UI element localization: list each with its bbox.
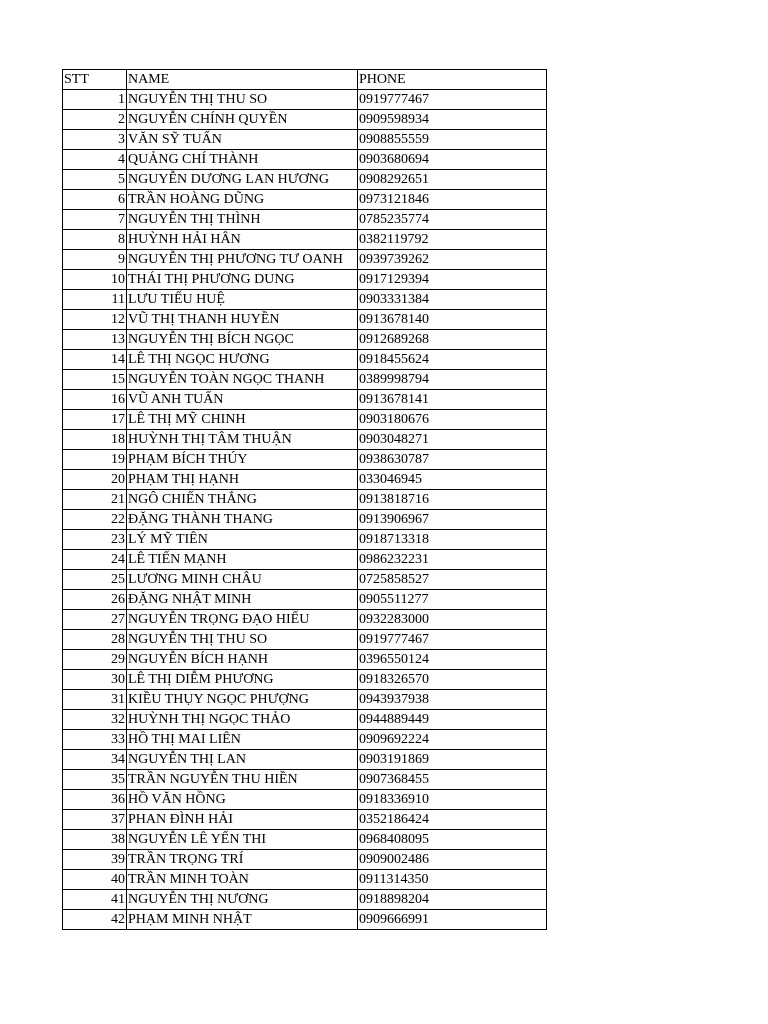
row-stt-cell: 5 bbox=[63, 170, 127, 190]
row-name-cell: VŨ ANH TUẤN bbox=[127, 390, 358, 410]
row-name-cell: NGUYỄN THỊ NƯƠNG bbox=[127, 890, 358, 910]
table-row bbox=[63, 850, 547, 870]
table-row bbox=[63, 910, 547, 930]
row-name-cell: PHẠM BÍCH THÚY bbox=[127, 450, 358, 470]
row-stt-cell: 21 bbox=[63, 490, 127, 510]
row-phone-cell: 0396550124 bbox=[358, 650, 547, 670]
row-name-cell: NGUYỄN LÊ YẾN THI bbox=[127, 830, 358, 850]
row-name-cell: NGUYỄN TOÀN NGỌC THANH bbox=[127, 370, 358, 390]
row-name-cell: LƯU TIẾU HUỆ bbox=[127, 290, 358, 310]
row-name-cell: LÊ THỊ DIỄM PHƯƠNG bbox=[127, 670, 358, 690]
table-row bbox=[63, 830, 547, 850]
table-header-row bbox=[63, 70, 547, 90]
table-row bbox=[63, 650, 547, 670]
row-phone-cell: 0918326570 bbox=[358, 670, 547, 690]
table-row bbox=[63, 870, 547, 890]
table-row bbox=[63, 550, 547, 570]
table-row bbox=[63, 190, 547, 210]
row-phone-cell: 0943937938 bbox=[358, 690, 547, 710]
row-name-cell: NGUYỄN THỊ THU SO bbox=[127, 90, 358, 110]
row-name-cell: NGÔ CHIẾN THẮNG bbox=[127, 490, 358, 510]
table-row bbox=[63, 610, 547, 630]
table-row bbox=[63, 150, 547, 170]
contact-table-body bbox=[63, 70, 547, 930]
row-phone-cell: 0903680694 bbox=[358, 150, 547, 170]
table-row bbox=[63, 430, 547, 450]
row-name-cell: PHẠM MINH NHẬT bbox=[127, 910, 358, 930]
table-row bbox=[63, 390, 547, 410]
row-phone-cell: 0903048271 bbox=[358, 430, 547, 450]
table-row bbox=[63, 770, 547, 790]
row-phone-cell: 0986232231 bbox=[358, 550, 547, 570]
row-name-cell: HUỲNH THỊ TÂM THUẬN bbox=[127, 430, 358, 450]
row-name-cell: PHAN ĐÌNH HẢI bbox=[127, 810, 358, 830]
table-row bbox=[63, 230, 547, 250]
row-stt-cell: 1 bbox=[63, 90, 127, 110]
table-row bbox=[63, 590, 547, 610]
row-name-cell: THÁI THỊ PHƯƠNG DUNG bbox=[127, 270, 358, 290]
row-stt-cell: 15 bbox=[63, 370, 127, 390]
row-stt-cell: 28 bbox=[63, 630, 127, 650]
row-stt-cell: 35 bbox=[63, 770, 127, 790]
row-stt-cell: 19 bbox=[63, 450, 127, 470]
row-stt-cell: 33 bbox=[63, 730, 127, 750]
row-stt-cell: 10 bbox=[63, 270, 127, 290]
row-phone-cell: 0938630787 bbox=[358, 450, 547, 470]
row-name-cell: LÝ MỸ TIÊN bbox=[127, 530, 358, 550]
table-row bbox=[63, 630, 547, 650]
row-stt-cell: 31 bbox=[63, 690, 127, 710]
row-name-cell: HỒ THỊ MAI LIÊN bbox=[127, 730, 358, 750]
header-phone: PHONE bbox=[358, 70, 547, 90]
row-stt-cell: 30 bbox=[63, 670, 127, 690]
row-stt-cell: 37 bbox=[63, 810, 127, 830]
row-phone-cell: 0913906967 bbox=[358, 510, 547, 530]
table-row bbox=[63, 210, 547, 230]
row-stt-cell: 9 bbox=[63, 250, 127, 270]
row-name-cell: ĐẶNG THÀNH THANG bbox=[127, 510, 358, 530]
row-name-cell: HỒ VĂN HỒNG bbox=[127, 790, 358, 810]
row-phone-cell: 0903180676 bbox=[358, 410, 547, 430]
row-phone-cell: 0352186424 bbox=[358, 810, 547, 830]
row-phone-cell: 0785235774 bbox=[358, 210, 547, 230]
table-row bbox=[63, 690, 547, 710]
row-phone-cell: 0944889449 bbox=[358, 710, 547, 730]
row-name-cell: NGUYỄN CHÍNH QUYỀN bbox=[127, 110, 358, 130]
row-phone-cell: 0909692224 bbox=[358, 730, 547, 750]
row-stt-cell: 24 bbox=[63, 550, 127, 570]
table-row bbox=[63, 710, 547, 730]
row-phone-cell: 0382119792 bbox=[358, 230, 547, 250]
row-name-cell: TRẦN TRỌNG TRÍ bbox=[127, 850, 358, 870]
table-row bbox=[63, 310, 547, 330]
row-phone-cell: 0939739262 bbox=[358, 250, 547, 270]
row-stt-cell: 14 bbox=[63, 350, 127, 370]
row-phone-cell: 0913678140 bbox=[358, 310, 547, 330]
row-stt-cell: 26 bbox=[63, 590, 127, 610]
row-name-cell: LÊ THỊ NGỌC HƯƠNG bbox=[127, 350, 358, 370]
row-stt-cell: 38 bbox=[63, 830, 127, 850]
table-row bbox=[63, 370, 547, 390]
row-phone-cell: 0932283000 bbox=[358, 610, 547, 630]
row-stt-cell: 22 bbox=[63, 510, 127, 530]
row-stt-cell: 23 bbox=[63, 530, 127, 550]
row-phone-cell: 0919777467 bbox=[358, 630, 547, 650]
row-phone-cell: 0913678141 bbox=[358, 390, 547, 410]
row-phone-cell: 0973121846 bbox=[358, 190, 547, 210]
table-row bbox=[63, 490, 547, 510]
row-name-cell: KIỀU THỤY NGỌC PHƯỢNG bbox=[127, 690, 358, 710]
row-phone-cell: 033046945 bbox=[358, 470, 547, 490]
table-row bbox=[63, 410, 547, 430]
row-stt-cell: 13 bbox=[63, 330, 127, 350]
row-name-cell: VŨ THỊ THANH HUYỀN bbox=[127, 310, 358, 330]
header-name: NAME bbox=[127, 70, 358, 90]
row-name-cell: PHẠM THỊ HẠNH bbox=[127, 470, 358, 490]
row-stt-cell: 4 bbox=[63, 150, 127, 170]
table-row bbox=[63, 790, 547, 810]
row-stt-cell: 8 bbox=[63, 230, 127, 250]
row-name-cell: NGUYỄN BÍCH HẠNH bbox=[127, 650, 358, 670]
row-name-cell: NGUYỄN THỊ LAN bbox=[127, 750, 358, 770]
row-stt-cell: 41 bbox=[63, 890, 127, 910]
table-row bbox=[63, 510, 547, 530]
row-name-cell: LƯƠNG MINH CHÂU bbox=[127, 570, 358, 590]
row-stt-cell: 6 bbox=[63, 190, 127, 210]
row-name-cell: ĐẶNG NHẬT MINH bbox=[127, 590, 358, 610]
table-row bbox=[63, 270, 547, 290]
table-row bbox=[63, 810, 547, 830]
table-row bbox=[63, 530, 547, 550]
row-phone-cell: 0911314350 bbox=[358, 870, 547, 890]
table-row bbox=[63, 330, 547, 350]
row-stt-cell: 25 bbox=[63, 570, 127, 590]
table-row bbox=[63, 170, 547, 190]
row-phone-cell: 0909666991 bbox=[358, 910, 547, 930]
row-stt-cell: 34 bbox=[63, 750, 127, 770]
table-row bbox=[63, 670, 547, 690]
row-stt-cell: 12 bbox=[63, 310, 127, 330]
table-row bbox=[63, 350, 547, 370]
row-stt-cell: 2 bbox=[63, 110, 127, 130]
table-row bbox=[63, 470, 547, 490]
table-row bbox=[63, 450, 547, 470]
row-stt-cell: 18 bbox=[63, 430, 127, 450]
table-row bbox=[63, 250, 547, 270]
row-name-cell: NGUYỄN THỊ PHƯƠNG TƯ OANH bbox=[127, 250, 358, 270]
row-stt-cell: 39 bbox=[63, 850, 127, 870]
row-stt-cell: 7 bbox=[63, 210, 127, 230]
row-name-cell: TRẦN NGUYỄN THU HIỀN bbox=[127, 770, 358, 790]
row-stt-cell: 11 bbox=[63, 290, 127, 310]
row-phone-cell: 0913818716 bbox=[358, 490, 547, 510]
row-name-cell: QUẢNG CHÍ THÀNH bbox=[127, 150, 358, 170]
table-row bbox=[63, 750, 547, 770]
table-row bbox=[63, 90, 547, 110]
row-name-cell: TRẦN MINH TOÀN bbox=[127, 870, 358, 890]
row-name-cell: VĂN SỸ TUẤN bbox=[127, 130, 358, 150]
row-phone-cell: 0389998794 bbox=[358, 370, 547, 390]
row-phone-cell: 0908855559 bbox=[358, 130, 547, 150]
row-name-cell: NGUYỄN THỊ THÌNH bbox=[127, 210, 358, 230]
row-stt-cell: 17 bbox=[63, 410, 127, 430]
row-phone-cell: 0909598934 bbox=[358, 110, 547, 130]
row-phone-cell: 0912689268 bbox=[358, 330, 547, 350]
row-stt-cell: 40 bbox=[63, 870, 127, 890]
table-row bbox=[63, 110, 547, 130]
row-phone-cell: 0903331384 bbox=[358, 290, 547, 310]
row-name-cell: NGUYỄN THỊ THU SO bbox=[127, 630, 358, 650]
row-name-cell: NGUYỄN THỊ BÍCH NGỌC bbox=[127, 330, 358, 350]
table-row bbox=[63, 130, 547, 150]
contact-table bbox=[62, 69, 547, 930]
row-name-cell: HUỲNH THỊ NGỌC THẢO bbox=[127, 710, 358, 730]
row-phone-cell: 0917129394 bbox=[358, 270, 547, 290]
row-stt-cell: 42 bbox=[63, 910, 127, 930]
table-row bbox=[63, 730, 547, 750]
row-name-cell: NGUYỄN DƯƠNG LAN HƯƠNG bbox=[127, 170, 358, 190]
table-row bbox=[63, 890, 547, 910]
row-phone-cell: 0918898204 bbox=[358, 890, 547, 910]
row-stt-cell: 16 bbox=[63, 390, 127, 410]
row-stt-cell: 20 bbox=[63, 470, 127, 490]
row-stt-cell: 32 bbox=[63, 710, 127, 730]
row-phone-cell: 0918455624 bbox=[358, 350, 547, 370]
row-phone-cell: 0907368455 bbox=[358, 770, 547, 790]
row-phone-cell: 0909002486 bbox=[358, 850, 547, 870]
row-stt-cell: 29 bbox=[63, 650, 127, 670]
row-name-cell: LÊ TIẾN MẠNH bbox=[127, 550, 358, 570]
row-name-cell: HUỲNH HẢI HÂN bbox=[127, 230, 358, 250]
table-row bbox=[63, 290, 547, 310]
row-name-cell: NGUYỄN TRỌNG ĐẠO HIẾU bbox=[127, 610, 358, 630]
row-stt-cell: 3 bbox=[63, 130, 127, 150]
row-phone-cell: 0903191869 bbox=[358, 750, 547, 770]
row-phone-cell: 0905511277 bbox=[358, 590, 547, 610]
table-row bbox=[63, 570, 547, 590]
row-phone-cell: 0918713318 bbox=[358, 530, 547, 550]
row-name-cell: LÊ THỊ MỸ CHINH bbox=[127, 410, 358, 430]
row-phone-cell: 0968408095 bbox=[358, 830, 547, 850]
row-name-cell: TRẦN HOÀNG DŨNG bbox=[127, 190, 358, 210]
row-phone-cell: 0908292651 bbox=[358, 170, 547, 190]
row-stt-cell: 27 bbox=[63, 610, 127, 630]
row-phone-cell: 0918336910 bbox=[358, 790, 547, 810]
header-stt: STT bbox=[63, 70, 127, 90]
row-stt-cell: 36 bbox=[63, 790, 127, 810]
row-phone-cell: 0919777467 bbox=[358, 90, 547, 110]
row-phone-cell: 0725858527 bbox=[358, 570, 547, 590]
